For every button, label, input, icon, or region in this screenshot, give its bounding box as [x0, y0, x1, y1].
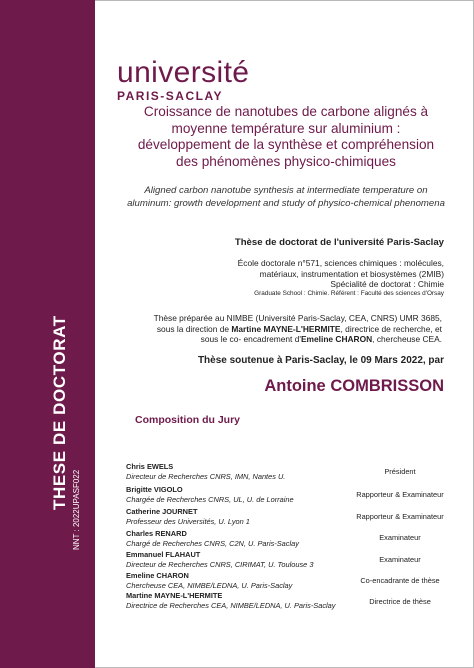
doctoral-specialty: Spécialité de doctorat : Chimie [330, 279, 444, 289]
jury-role: Rapporteur & Examinateur [356, 512, 444, 521]
logo-sub-text: PARIS-SACLAY [117, 89, 224, 103]
jury-affiliation: Chargé de Recherches CNRS, C2N, U. Paris-Saclay [126, 538, 299, 548]
sidebar [0, 0, 95, 668]
prepared-text: direction de [185, 323, 232, 334]
jury-affiliation: Professeur des Universités, U. Lyon 1 [126, 516, 250, 526]
thesis-title-french [108, 104, 464, 170]
jury-name: Chris EWELS [126, 462, 174, 471]
title-fr-line: moyenne température sur aluminium : [171, 120, 401, 136]
title-fr-line: des phénomènes physico-chimiques [176, 153, 396, 169]
thesis-preparation [140, 313, 442, 345]
jury-role: Directrice de thèse [369, 597, 431, 606]
jury-role: Président [384, 467, 416, 476]
jury-member [126, 591, 335, 610]
title-fr-line: développement de la synthèse et compréhension [137, 137, 435, 152]
sidebar-thesis-title: THESE DE DOCTORAT [50, 315, 69, 510]
jury-role: Examinateur [379, 555, 421, 564]
thesis-title-english [108, 184, 464, 210]
jury-name: Brigitte VIGOLO [126, 485, 183, 494]
doctoral-school-line: matériaux, instrumentation et biosystèmes (2MIB) [259, 268, 444, 279]
thesis-director: Martine MAYNE-L'HERMITE [231, 323, 341, 334]
jury-affiliation: Directeur de Recherches CNRS, IMN, Nantes U. [126, 471, 286, 481]
jury-heading: Composition du Jury [135, 414, 240, 426]
prepared-text: , chercheuse CEA. [372, 334, 442, 344]
jury-member [126, 529, 299, 548]
jury-role: Rapporteur & Examinateur [356, 490, 444, 499]
graduate-school: Graduate School : Chimie. Référent : Faculté des sciences d'Orsay [254, 290, 444, 297]
jury-affiliation: Chercheuse CEA, NIMBE/LEDNA, U. Paris-Saclay [126, 580, 293, 590]
logo-main-text: université [117, 56, 250, 89]
title-en-line: Aligned carbon nanotube synthesis at intermediate temperature on [144, 185, 428, 196]
defense-statement: Thèse soutenue à Paris-Saclay, le 09 Mars 2022, par [197, 355, 444, 366]
jury-name: Emmanuel FLAHAUT [126, 550, 201, 559]
jury-affiliation: Directeur de Recherches CNRS, CIRIMAT, U. Toulouse 3 [126, 559, 314, 569]
jury-member [126, 571, 292, 590]
jury-name: Catherine JOURNET [126, 507, 198, 516]
jury-affiliation: Directrice de Recherches CEA, NIMBE/LEDNA, U. Paris-Saclay [126, 600, 336, 610]
jury-member [126, 507, 250, 526]
university-logo [117, 58, 249, 103]
jury-name: Martine MAYNE-L'HERMITE [126, 591, 223, 600]
jury-role: Co-encadrante de thèse [360, 576, 440, 585]
doctoral-school [224, 258, 444, 290]
jury-member [126, 462, 285, 481]
title-fr-line: Croissance de nanotubes de carbone alignés à [143, 104, 429, 119]
jury-role: Examinateur [379, 533, 421, 542]
prepared-text: encadrement d' [243, 334, 301, 344]
jury-affiliation: Chargée de Recherches CNRS, UL, U. de Lorraine [126, 494, 294, 504]
title-en-line: aluminum: growth development and study of physico-chemical phenomena [127, 198, 445, 209]
jury-name: Charles RENARD [126, 529, 187, 538]
prepared-text: , directrice de recherche, et sous le co- [200, 323, 442, 344]
nnt-number: NNT : 2022UPASF022 [72, 469, 81, 550]
jury-name: Emeline CHARON [126, 571, 189, 580]
thesis-statement: Thèse de doctorat de l'université Paris-Saclay [234, 237, 444, 248]
doctoral-school-line: École doctorale n°571, sciences chimiques : molécules, [237, 258, 444, 268]
jury-member [126, 550, 313, 569]
thesis-cosupervisor: Emeline CHARON [300, 334, 373, 344]
prepared-text: Thèse préparée au NIMBE (Université Paris-Saclay, CEA, CNRS) UMR 3685, sous la [153, 313, 442, 334]
author-name: Antoine COMBRISSON [264, 377, 444, 395]
jury-member [126, 485, 294, 504]
